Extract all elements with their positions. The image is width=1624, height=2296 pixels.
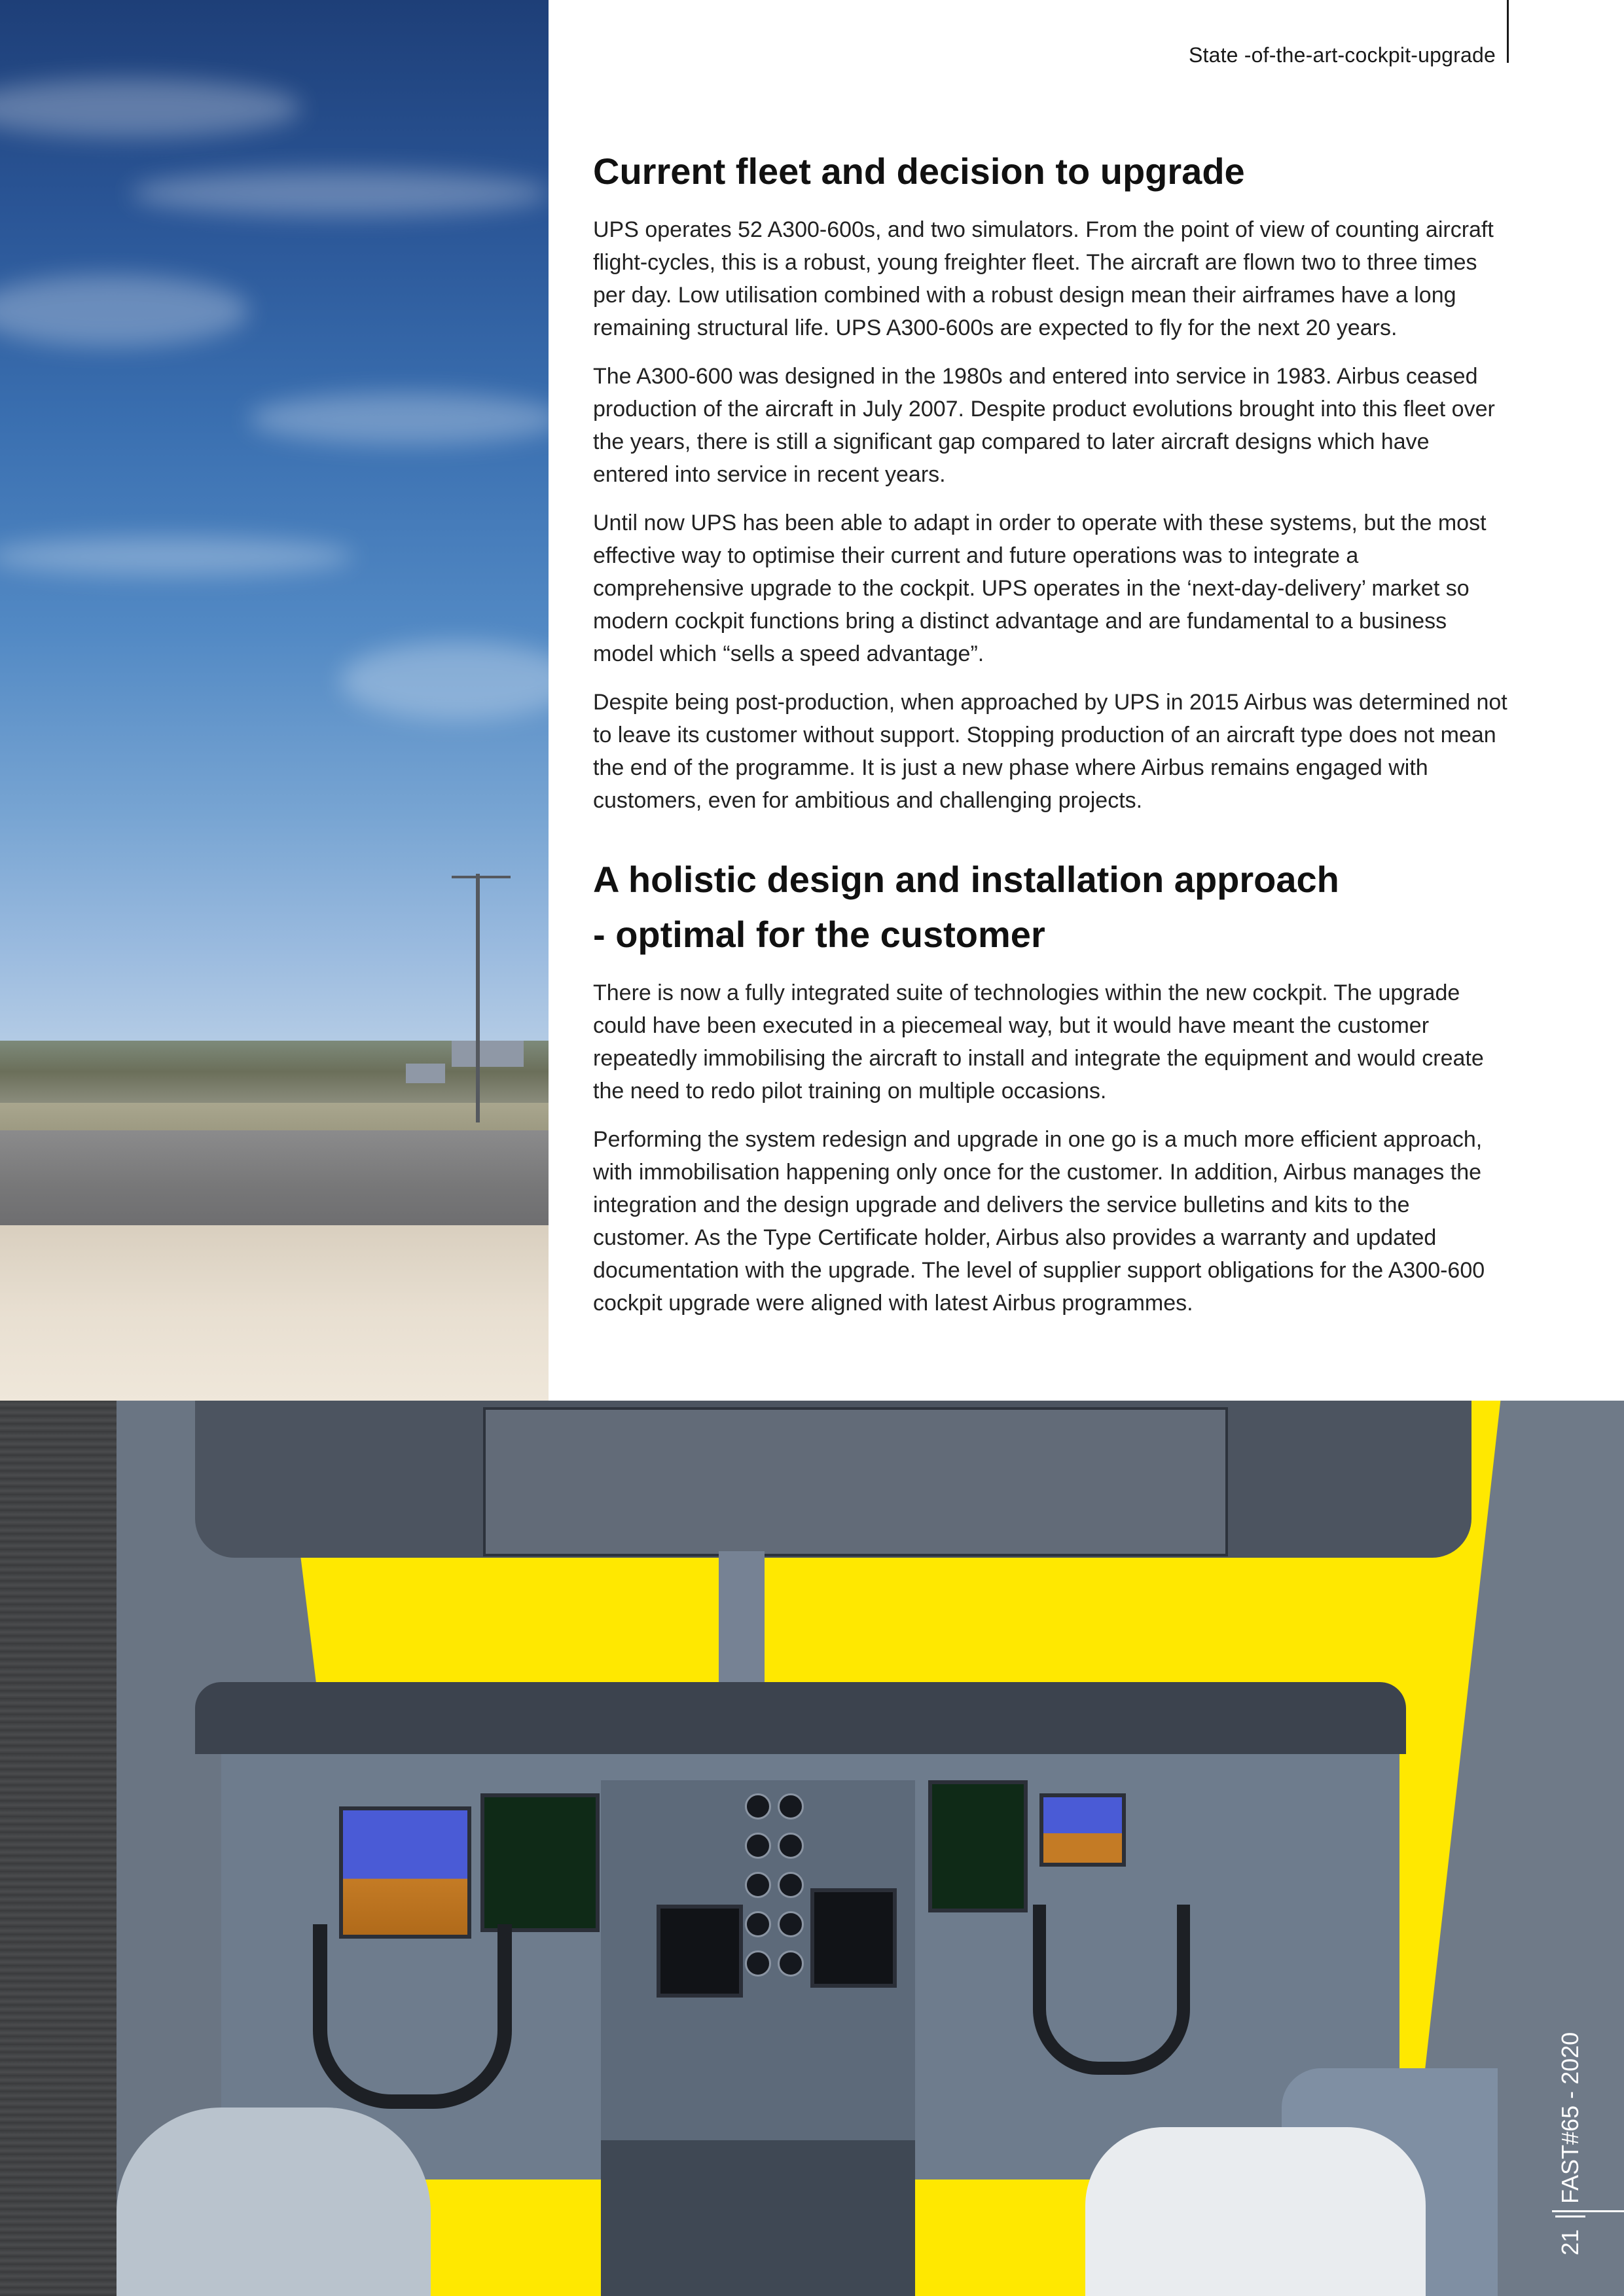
- paragraph: Despite being post-production, when approached by UPS in 2015 Airbus was determined not to leave its customer without support. Stopping production of an aircraft type does not mean the end of the programme. It is just a new phase where Airbus remains engaged with customers, even for ambitious and challenging projects.: [593, 690, 1507, 813]
- dark-side-strip: [0, 1401, 117, 2296]
- issue-label: FAST#65 - 2020: [1557, 2032, 1583, 2204]
- paragraph: UPS operates 52 A300-600s, and two simulators. From the point of view of counting aircraft flight-cycles, this is a robust, young freighter fleet. The aircraft are flown two to three times per day. Low utilisation combined with a robust design mean their airframes have a long remaining structural life. UPS A300-600s are expected to fly for the next 20 years.: [593, 217, 1494, 340]
- folio-separator: [1555, 2215, 1585, 2217]
- header-rule: [1507, 0, 1509, 63]
- section-heading-current-fleet: Current fleet and decision to upgrade: [593, 151, 1245, 192]
- page-number: 21: [1557, 2229, 1583, 2255]
- paragraph: Until now UPS has been able to adapt in order to operate with these systems, but the most effective way to optimise their current and future operations was to integrate a comprehensive upgrade to the cockpit. UPS operates in the ‘next-day-delivery’ market so modern cockpit functions bring a distinct advantage and are fundamental to a business model which “sells a speed advantage”.: [593, 511, 1487, 666]
- section-heading-holistic-design: [593, 852, 1511, 962]
- running-title: State -of-the-art-cockpit-upgrade: [1188, 43, 1496, 67]
- paragraph: Performing the system redesign and upgrade in one go is a much more efficient approach, with immobilisation happening only once for the customer. In addition, Airbus manages the integration and the design upgrade and delivers the service bulletins and kits to the customer. As the Type Certificate holder, Airbus also provides a warranty and updated documentation with the upgrade. The level of supplier support obligations for the A300-600 cockpit upgrade were aligned with latest Airbus programmes.: [593, 1127, 1485, 1316]
- heading-line-2: - optimal for the customer: [593, 914, 1045, 955]
- heading-line-1: A holistic design and installation approach: [593, 859, 1339, 900]
- paragraph: The A300-600 was designed in the 1980s and entered into service in 1983. Airbus ceased production of the aircraft in July 2007. Despite product evolutions brought into this fleet over the years, there is still a significant gap compared to later aircraft designs which have entered into service in recent years.: [593, 364, 1495, 487]
- article-body: [593, 144, 1511, 1335]
- cockpit-photo: [117, 1401, 1624, 2296]
- folio: [1555, 2032, 1585, 2255]
- paragraph: There is now a fully integrated suite of technologies within the new cockpit. The upgrade could have been executed in a piecemeal way, but it would have meant the customer repeatedly immobilising the aircraft to install and integrate the equipment and would create the need to redo pilot training on multiple occasions.: [593, 980, 1484, 1103]
- airfield-sky-photo: [0, 0, 549, 1401]
